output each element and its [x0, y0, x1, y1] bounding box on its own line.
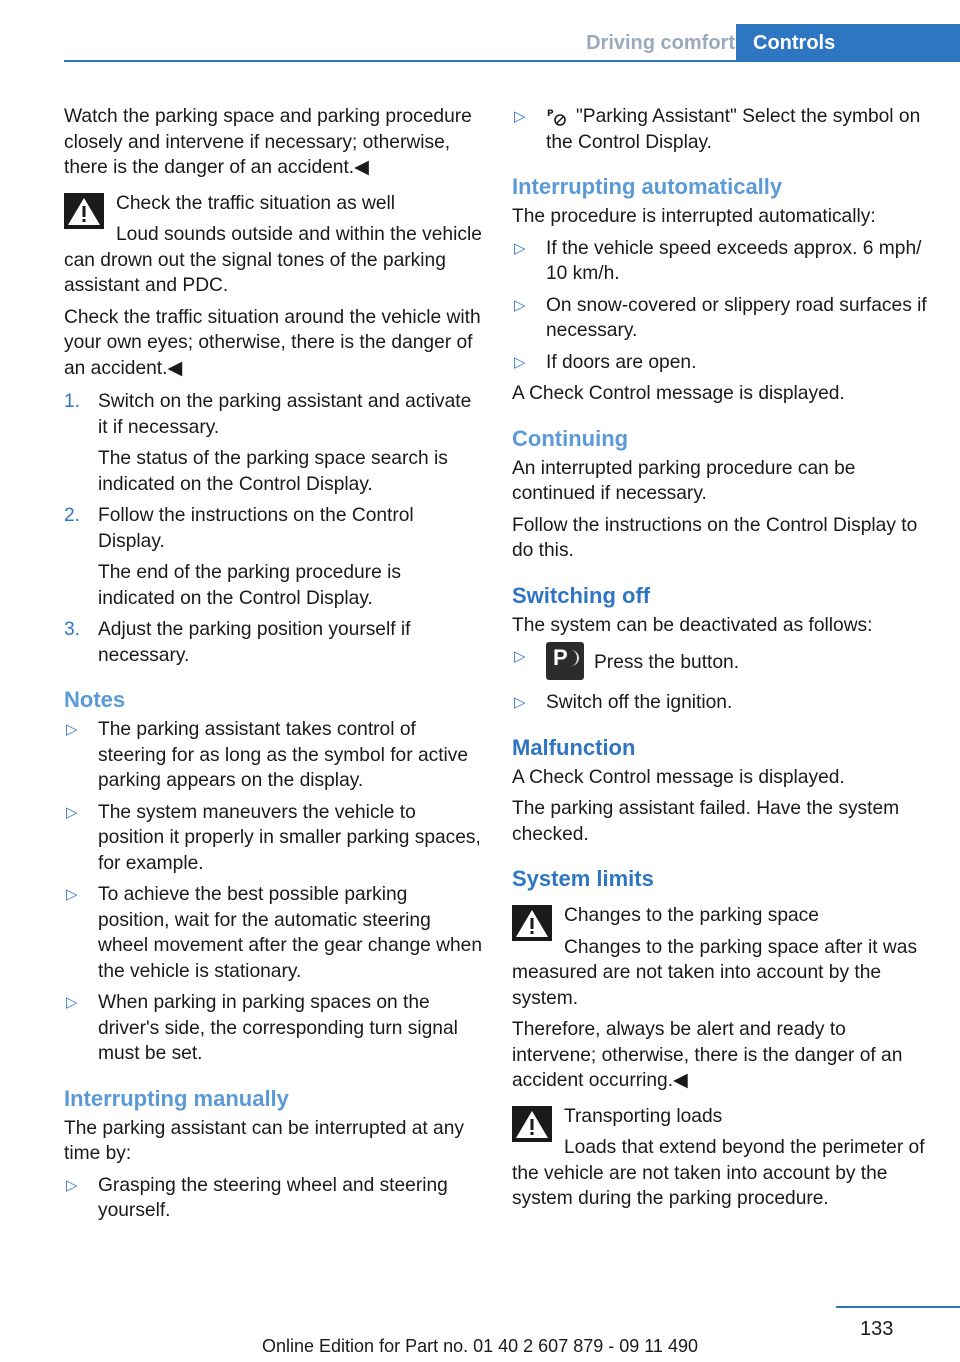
list-item — [512, 350, 930, 376]
step-subtext: The end of the parking procedure is indicated on the Control Display. — [98, 562, 401, 609]
warning-transporting-loads — [512, 1104, 930, 1212]
bullet-arrow-icon: ▷ — [514, 648, 526, 665]
parking-assistant-icon — [546, 107, 568, 127]
bullet-arrow-icon: ▷ — [66, 886, 78, 903]
switching-off-heading: Switching off — [512, 582, 651, 608]
footer-rule — [836, 1306, 960, 1308]
press-button-text: Press the button. — [594, 652, 740, 674]
list-item — [64, 503, 482, 611]
interrupt-auto-heading: Interrupting automatically — [512, 174, 783, 199]
malfunction-paragraph-2: The parking assistant failed. Have the system checked. — [512, 798, 900, 845]
parking-assistant-text: "Parking Assistant" Select the symbol on the Control Display. — [546, 106, 921, 153]
list-item — [64, 800, 482, 877]
continuing-heading: Continuing — [512, 425, 629, 451]
right-column — [512, 104, 930, 1218]
bullet-arrow-icon: ▷ — [514, 353, 526, 371]
switching-off-list — [512, 644, 930, 716]
warning-body-2: Check the traffic situation around the vehicle with your own eyes; otherwise, there is the danger of an accident.◀ — [64, 306, 481, 379]
interrupt-manual-intro: The parking assistant can be interrupted at any time by: — [64, 1117, 464, 1164]
list-item — [64, 617, 482, 668]
auto-after-text: A Check Control message is displayed. — [512, 383, 845, 404]
note-text: The system maneuvers the vehicle to position it properly in smaller parking spaces, for example. — [98, 801, 481, 874]
note-text: To achieve the best possible parking position, wait for the automatic steering wheel movement after the gear change when the vehicle is stationary. — [98, 884, 482, 982]
step-text: Follow the instructions on the Control Display. — [98, 505, 414, 552]
interrupt-auto-intro: The procedure is interrupted automatically: — [512, 206, 876, 227]
warning-title: Changes to the parking space — [564, 905, 819, 926]
warning-body: Loads that extend beyond the perimeter of the vehicle are not taken into account by the system during the parking procedure. — [512, 1137, 925, 1209]
list-item — [512, 293, 930, 344]
system-limits-heading: System limits — [512, 866, 654, 891]
interrupt-auto-list — [512, 236, 930, 376]
malfunction-heading: Malfunction — [512, 734, 636, 760]
step-text: Switch on the parking assistant and activate it if necessary. — [98, 391, 472, 438]
bullet-arrow-icon: ▷ — [514, 239, 526, 257]
notes-heading: Notes — [64, 687, 126, 712]
auto-item-text: If doors are open. — [546, 351, 697, 373]
bullet-arrow-icon: ▷ — [66, 994, 78, 1011]
list-item — [64, 990, 482, 1067]
list-item — [512, 644, 930, 684]
bullet-arrow-icon: ▷ — [66, 803, 78, 821]
continuing-paragraph-1: An interrupted parking procedure can be continued if necessary. — [512, 457, 856, 504]
intro-paragraph: Watch the parking space and parking procedure closely and intervene if necessary; otherwise, there is the danger of an accident.◀ — [64, 106, 472, 178]
warning-triangle-icon — [64, 193, 104, 229]
warning-body: Loud sounds outside and within the vehicle can drown out the signal tones of the parking assistant and PDC. — [64, 224, 482, 296]
steps-list — [64, 389, 482, 668]
list-item — [512, 690, 930, 716]
warning-parking-space-changes — [512, 903, 930, 1094]
warning-body-2: Therefore, always be alert and ready to intervene; otherwise, there is the danger of an accident occurring.◀ — [512, 1019, 903, 1091]
bullet-arrow-icon: ▷ — [514, 694, 526, 711]
step-number: 3. — [64, 619, 81, 640]
step-text: Adjust the parking position yourself if necessary. — [98, 619, 411, 666]
step-number: 2. — [64, 505, 81, 526]
step-number: 1. — [64, 391, 81, 412]
step-subtext: The status of the parking space search is indicated on the Control Display. — [98, 448, 448, 495]
list-item — [64, 882, 482, 984]
warning-body: Changes to the parking space after it was measured are not taken into account by the system. — [512, 936, 918, 1009]
warning-traffic — [64, 191, 482, 382]
note-text: The parking assistant takes control of steering for as long as the symbol for active parking appears on the display. — [98, 719, 469, 791]
list-item — [512, 236, 930, 287]
interrupt-manual-list — [64, 1173, 482, 1224]
parking-assistant-button-icon: P — [546, 642, 584, 680]
auto-item-text: On snow-covered or slippery road surfaces if necessary. — [546, 294, 927, 341]
header-section-title: Driving comfort — [586, 32, 735, 54]
note-text: When parking in parking spaces on the driver's side, the corresponding turn signal must be set. — [98, 992, 458, 1064]
warning-title: Check the traffic situation as well — [116, 192, 396, 214]
page-number: 133 — [860, 1318, 894, 1340]
warning-triangle-icon — [512, 905, 552, 941]
bullet-arrow-icon: ▷ — [66, 1176, 78, 1194]
switch-off-ignition-text: Switch off the ignition. — [546, 692, 733, 713]
continuing-paragraph-2: Follow the instructions on the Control Display to do this. — [512, 514, 918, 561]
header-tab-controls: Controls — [736, 24, 960, 62]
svg-text:P: P — [547, 108, 554, 119]
notes-list — [64, 717, 482, 1067]
warning-title: Transporting loads — [564, 1105, 723, 1127]
list-item — [64, 1173, 482, 1224]
footer-edition: Online Edition for Part no. 01 40 2 607 879 - 09 11 490 — [262, 1336, 698, 1356]
manual-item-text: Grasping the steering wheel and steering yourself. — [98, 1174, 448, 1221]
malfunction-paragraph-1: A Check Control message is displayed. — [512, 766, 845, 788]
header-rule — [64, 60, 960, 62]
list-item — [64, 717, 482, 794]
left-column — [64, 104, 482, 1230]
interrupt-manual-heading: Interrupting manually — [64, 1085, 289, 1111]
bullet-arrow-icon: ▷ — [514, 296, 526, 314]
bullet-arrow-icon: ▷ — [514, 108, 526, 125]
switching-off-intro: The system can be deactivated as follows: — [512, 614, 873, 636]
warning-triangle-icon — [512, 1106, 552, 1142]
bullet-arrow-icon: ▷ — [66, 721, 78, 738]
list-item — [512, 104, 930, 155]
auto-item-text: If the vehicle speed exceeds approx. 6 mph/ 10 km/h. — [546, 237, 922, 284]
list-item — [64, 389, 482, 497]
top-list — [512, 104, 930, 155]
